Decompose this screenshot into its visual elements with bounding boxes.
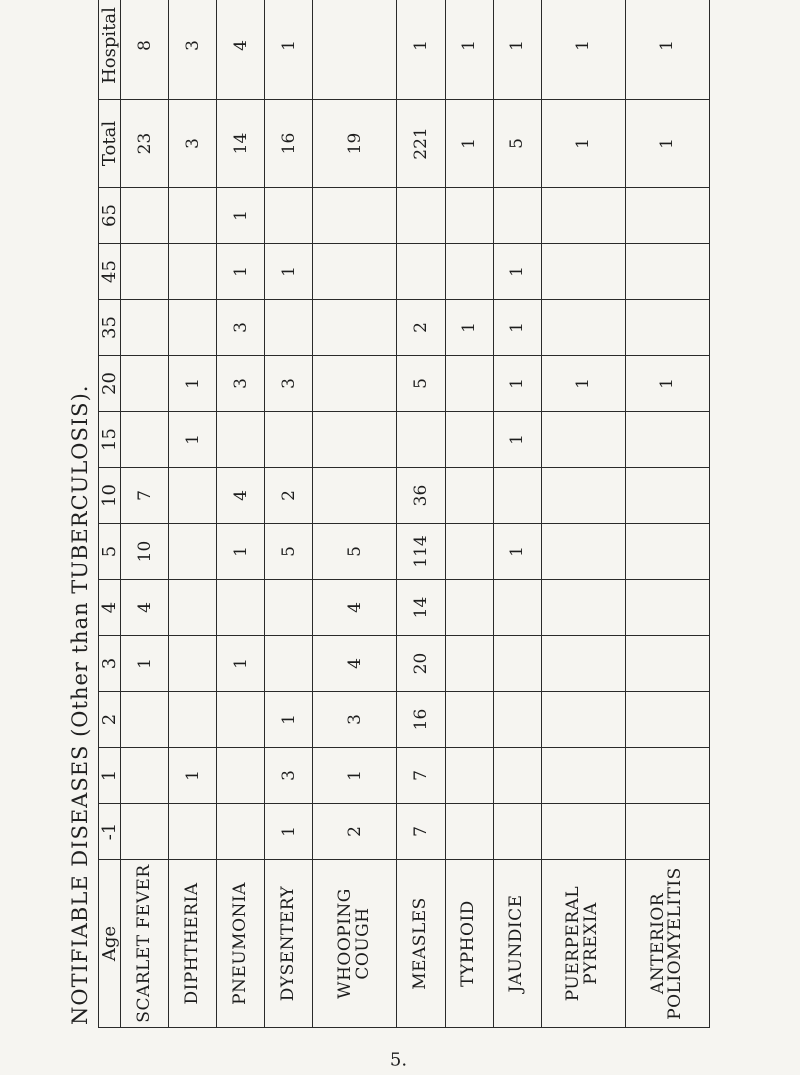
column-header: Hospital — [99, 0, 121, 100]
table-cell: 1 — [445, 300, 493, 356]
table-cell: 4 — [313, 580, 397, 636]
table-row — [541, 0, 625, 1028]
column-header: 3 — [99, 636, 121, 692]
table-cell — [445, 524, 493, 580]
table-cell: 1 — [169, 356, 217, 412]
table-cell: 1 — [493, 412, 541, 468]
table-cell — [625, 804, 709, 860]
table-cell — [265, 580, 313, 636]
table-row — [265, 0, 313, 1028]
table-cell: 2 — [397, 300, 445, 356]
table-cell: 1 — [445, 100, 493, 188]
table-cell: 10 — [121, 524, 169, 580]
table-cell — [217, 748, 265, 804]
table-row — [493, 0, 541, 1028]
column-header: 45 — [99, 244, 121, 300]
table-cell: 14 — [397, 580, 445, 636]
table-cell — [265, 412, 313, 468]
table-cell — [121, 692, 169, 748]
table-cell: 8 — [121, 0, 169, 100]
table-cell — [217, 804, 265, 860]
disease-name: WHOOPING COUGH — [313, 860, 397, 1028]
disease-name: DYSENTERY — [265, 860, 313, 1028]
table-cell — [265, 636, 313, 692]
table-cell: 4 — [217, 468, 265, 524]
table-cell — [625, 412, 709, 468]
column-header: 2 — [99, 692, 121, 748]
table-cell: 1 — [217, 244, 265, 300]
table-cell — [445, 244, 493, 300]
table-cell: 3 — [313, 692, 397, 748]
table-cell: 1 — [169, 412, 217, 468]
table-cell — [397, 188, 445, 244]
disease-name: TYPHOID — [445, 860, 493, 1028]
table-row — [445, 0, 493, 1028]
table-cell — [625, 636, 709, 692]
page-title: NOTIFIABLE DISEASES (Other than TUBERCULOSIS). — [68, 384, 92, 1025]
table-cell: 1 — [493, 524, 541, 580]
table-cell — [493, 804, 541, 860]
table-cell: 1 — [541, 100, 625, 188]
table-cell — [541, 412, 625, 468]
table-cell — [493, 692, 541, 748]
table-cell — [541, 804, 625, 860]
disease-name: DIPHTHERIA — [169, 860, 217, 1028]
table-cell — [445, 636, 493, 692]
table-cell — [313, 412, 397, 468]
table-cell: 2 — [265, 468, 313, 524]
table-cell — [541, 748, 625, 804]
table-cell: 1 — [493, 356, 541, 412]
table-cell — [445, 580, 493, 636]
table-cell: 14 — [217, 100, 265, 188]
table-cell — [541, 524, 625, 580]
table-cell: 1 — [265, 0, 313, 100]
table-cell — [313, 468, 397, 524]
table-cell — [493, 580, 541, 636]
table-cell — [121, 188, 169, 244]
header-row — [99, 0, 121, 1028]
table-cell: 19 — [313, 100, 397, 188]
table-cell: 3 — [265, 748, 313, 804]
table-cell — [313, 0, 397, 100]
table-cell: 7 — [397, 804, 445, 860]
table-cell: 1 — [121, 636, 169, 692]
table-cell — [445, 356, 493, 412]
table-cell — [121, 356, 169, 412]
table-cell: 3 — [217, 300, 265, 356]
table-cell: 7 — [121, 468, 169, 524]
table-cell — [169, 188, 217, 244]
table-cell — [313, 188, 397, 244]
table-cell — [217, 692, 265, 748]
table-cell — [265, 188, 313, 244]
table-cell: 1 — [265, 804, 313, 860]
table-cell — [541, 300, 625, 356]
disease-name: MEASLES — [397, 860, 445, 1028]
table-cell: 7 — [397, 748, 445, 804]
table-cell: 1 — [625, 100, 709, 188]
table-cell — [445, 692, 493, 748]
table-cell — [397, 412, 445, 468]
table-cell — [625, 748, 709, 804]
table-cell: 1 — [265, 692, 313, 748]
table-cell — [493, 188, 541, 244]
table-row — [121, 0, 169, 1028]
column-header: 10 — [99, 468, 121, 524]
table-cell — [265, 300, 313, 356]
table-cell: 4 — [217, 0, 265, 100]
table-cell — [493, 748, 541, 804]
table-cell — [217, 412, 265, 468]
table-cell: 16 — [397, 692, 445, 748]
column-header: -1 — [99, 804, 121, 860]
table-cell — [121, 412, 169, 468]
table-cell: 1 — [217, 524, 265, 580]
table-cell: 1 — [625, 356, 709, 412]
table-cell — [541, 636, 625, 692]
table-cell — [121, 300, 169, 356]
notifiable-diseases-table — [98, 0, 710, 1028]
table-cell — [217, 580, 265, 636]
table-cell — [313, 300, 397, 356]
table-cell — [169, 300, 217, 356]
table-cell: 5 — [397, 356, 445, 412]
table-cell: 16 — [265, 100, 313, 188]
table-cell: 1 — [217, 636, 265, 692]
table-cell: 4 — [121, 580, 169, 636]
column-header: 20 — [99, 356, 121, 412]
table-row — [217, 0, 265, 1028]
table-cell — [625, 468, 709, 524]
table-cell — [169, 524, 217, 580]
table-cell: 1 — [541, 356, 625, 412]
table-cell: 1 — [445, 0, 493, 100]
table-cell — [169, 580, 217, 636]
table-cell — [541, 692, 625, 748]
table-cell: 3 — [169, 0, 217, 100]
table-cell: 1 — [493, 244, 541, 300]
table-cell: 1 — [265, 244, 313, 300]
table-cell: 1 — [493, 300, 541, 356]
table-cell: 3 — [217, 356, 265, 412]
table-cell: 221 — [397, 100, 445, 188]
table-cell — [445, 468, 493, 524]
table-cell — [445, 748, 493, 804]
table-cell: 1 — [493, 0, 541, 100]
column-header: 4 — [99, 580, 121, 636]
table-cell — [541, 188, 625, 244]
table-cell — [121, 748, 169, 804]
table-cell — [121, 804, 169, 860]
table-cell — [625, 580, 709, 636]
table-cell: 5 — [265, 524, 313, 580]
table-cell — [397, 244, 445, 300]
table-cell: 1 — [397, 0, 445, 100]
table-cell: 36 — [397, 468, 445, 524]
table-cell — [445, 412, 493, 468]
table-cell — [121, 244, 169, 300]
table-cell: 1 — [217, 188, 265, 244]
column-header-age: Age — [99, 860, 121, 1028]
disease-name: PNEUMONIA — [217, 860, 265, 1028]
column-header: Total — [99, 100, 121, 188]
table-cell — [625, 300, 709, 356]
table-cell — [445, 804, 493, 860]
table-cell: 1 — [313, 748, 397, 804]
table-cell — [625, 244, 709, 300]
table-cell: 1 — [541, 0, 625, 100]
table-cell: 1 — [625, 0, 709, 100]
column-header: 65 — [99, 188, 121, 244]
table-cell — [493, 468, 541, 524]
table-cell: 3 — [265, 356, 313, 412]
table-cell — [625, 188, 709, 244]
table-cell — [169, 636, 217, 692]
table-cell: 114 — [397, 524, 445, 580]
table-cell: 20 — [397, 636, 445, 692]
table-row — [625, 0, 709, 1028]
page-number: 5. — [389, 1049, 408, 1071]
table-cell — [169, 468, 217, 524]
table-cell — [541, 244, 625, 300]
table-cell: 2 — [313, 804, 397, 860]
table-cell — [625, 524, 709, 580]
table-cell — [169, 804, 217, 860]
table-cell — [169, 692, 217, 748]
table-cell — [445, 188, 493, 244]
table-cell: 1 — [169, 748, 217, 804]
table-cell — [625, 692, 709, 748]
disease-name: PUERPERAL PYREXIA — [541, 860, 625, 1028]
table-cell — [541, 580, 625, 636]
disease-name: ANTERIOR POLIOMYELITIS — [625, 860, 709, 1028]
table-cell — [169, 244, 217, 300]
column-header: 1 — [99, 748, 121, 804]
table-cell — [541, 468, 625, 524]
column-header: 35 — [99, 300, 121, 356]
table-cell — [493, 636, 541, 692]
table-row — [169, 0, 217, 1028]
disease-name: SCARLET FEVER — [121, 860, 169, 1028]
table-cell: 4 — [313, 636, 397, 692]
table-cell — [313, 356, 397, 412]
disease-name: JAUNDICE — [493, 860, 541, 1028]
table-row — [313, 0, 397, 1028]
column-header: 5 — [99, 524, 121, 580]
table-cell: 23 — [121, 100, 169, 188]
column-header: 15 — [99, 412, 121, 468]
table-cell: 5 — [493, 100, 541, 188]
table-cell — [313, 244, 397, 300]
table-cell: 3 — [169, 100, 217, 188]
table-cell: 5 — [313, 524, 397, 580]
table-row — [397, 0, 445, 1028]
